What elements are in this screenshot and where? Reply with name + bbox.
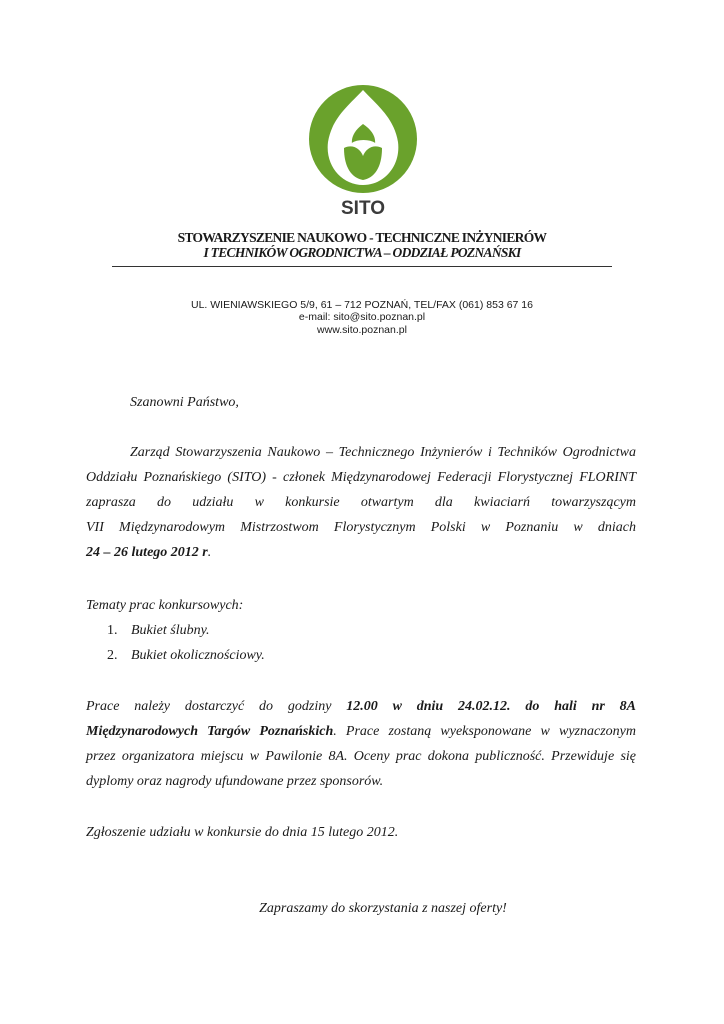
delivery-deadline: 12.00 w dniu 24.02.12. do hali nr 8A — [346, 699, 636, 714]
topics-title: Tematy prac konkursowych: — [86, 598, 244, 613]
invitation-line-1-text: Zarząd Stowarzyszenia Naukowo – Technicznego Inżynierów i Techników Ogrodnictwa — [130, 445, 636, 460]
topic-item — [107, 618, 210, 643]
event-dates-end: . — [207, 545, 212, 560]
org-website: www.sito.poznan.pl — [317, 324, 407, 336]
delivery-line-3: przez organizatora miejscu w Pawilonie 8A. Oceny prac dokona publiczność. Przewiduje się — [86, 749, 636, 764]
delivery-line-2-text: . Prace zostaną wyeksponowane w wyznaczonym — [333, 724, 636, 739]
invitation-date-line — [86, 540, 636, 565]
sito-logo-text: SITO — [341, 198, 385, 218]
delivery-line-4: dyplomy oraz nagrody ufundowane przez sponsorów. — [86, 774, 384, 789]
topic-number: 1. — [107, 623, 118, 638]
org-address: UL. WIENIAWSKIEGO 5/9, 61 – 712 POZNAŃ, TEL/FAX (061) 853 67 16 — [191, 299, 533, 311]
delivery-line-1-text: Prace należy dostarczyć do godziny — [86, 699, 347, 714]
header-divider — [112, 266, 612, 267]
closing-line: Zapraszamy do skorzystania z naszej oferty! — [259, 901, 507, 916]
sito-logo — [306, 84, 420, 218]
invitation-paragraph — [86, 440, 636, 565]
event-dates: 24 – 26 lutego 2012 r — [86, 545, 208, 560]
org-name-line1: STOWARZYSZENIE NAUKOWO - TECHNICZNE INŻYNIERÓW — [177, 230, 547, 245]
topic-text: Bukiet ślubny. — [131, 623, 210, 638]
invitation-line-4: VII Międzynarodowym Mistrzostwom Florystycznym Polski w Poznaniu w dniach — [86, 520, 636, 535]
invitation-line-2: Oddziału Poznańskiego (SITO) - członek Międzynarodowej Federacji Florystycznej FLORINT — [86, 470, 636, 485]
topic-item — [107, 643, 265, 668]
org-name-line2: I TECHNIKÓW OGRODNICTWA – ODDZIAŁ POZNAŃSKI — [203, 245, 521, 260]
delivery-line-2 — [86, 719, 636, 744]
org-email: e-mail: sito@sito.poznan.pl — [298, 311, 426, 323]
venue-name: Międzynarodowych Targów Poznańskich — [86, 724, 334, 739]
topic-number: 2. — [107, 648, 118, 663]
delivery-line-1 — [86, 694, 636, 719]
invitation-line-1 — [86, 440, 636, 465]
sito-logo-graphic — [306, 84, 420, 218]
topic-text: Bukiet okolicznościowy. — [131, 648, 265, 663]
delivery-paragraph — [86, 694, 636, 794]
invitation-line-3: zaprasza do udziału w konkursie otwartym dla kwiaciarń towarzyszącym — [86, 495, 636, 510]
greeting: Szanowni Państwo, — [130, 395, 239, 410]
registration-deadline: Zgłoszenie udziału w konkursie do dnia 15 lutego 2012. — [86, 825, 399, 840]
